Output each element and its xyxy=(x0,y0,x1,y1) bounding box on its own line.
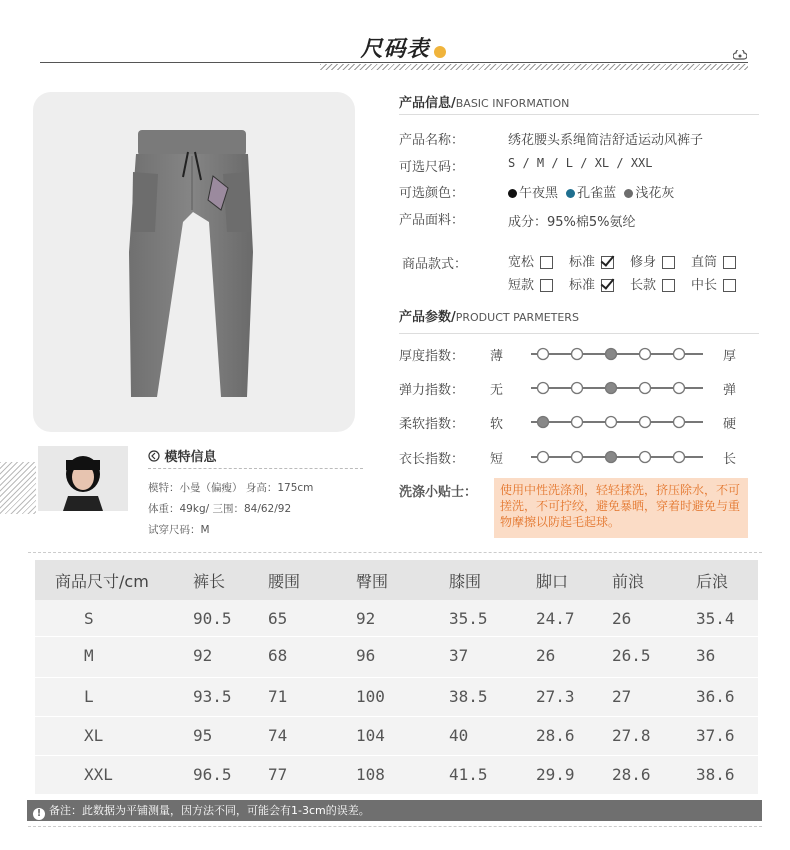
param-label: 厚度指数： xyxy=(399,349,465,364)
model-divider xyxy=(148,468,363,469)
back-arrow-icon xyxy=(148,450,160,462)
style-row-1 xyxy=(508,251,752,270)
table-cell: 35.4 xyxy=(696,609,735,628)
model-hatch-decoration xyxy=(0,462,36,514)
style-option-style_row2-0 xyxy=(508,274,553,293)
color-option-black: 午夜黑 xyxy=(508,186,558,201)
style-option-label: 长款 xyxy=(630,278,657,293)
param-min-label: 软 xyxy=(490,417,504,432)
style-row-2 xyxy=(508,274,752,293)
scale-dot-selected xyxy=(606,383,617,394)
note-bar xyxy=(27,800,762,821)
size-value: S / M / L / XL / XXL xyxy=(508,156,653,170)
table-top-divider xyxy=(28,552,762,553)
table-header-cell: 膝围 xyxy=(449,572,482,591)
scale-dot-selected xyxy=(606,349,617,360)
table-cell: 96.5 xyxy=(193,765,232,784)
scale-dot xyxy=(538,383,549,394)
table-cell: 38.5 xyxy=(449,687,488,706)
style-option-label: 标准 xyxy=(569,278,596,293)
param-label: 弹力指数： xyxy=(399,383,465,398)
table-cell: 35.5 xyxy=(449,609,488,628)
param-min-label: 短 xyxy=(490,452,504,467)
table-cell: 92 xyxy=(356,609,376,628)
scale-dot xyxy=(674,383,685,394)
table-row xyxy=(35,678,758,716)
info-icon: ! xyxy=(33,808,45,820)
table-cell: 26 xyxy=(612,609,632,628)
table-cell: 104 xyxy=(356,726,385,745)
checkbox-icon xyxy=(540,256,553,269)
table-size-cell: XXL xyxy=(84,765,113,784)
scale-dot xyxy=(606,417,617,428)
checkbox-icon xyxy=(662,279,675,292)
style-option-style_row2-2 xyxy=(630,274,675,293)
params-title-en: PRODUCT PARMETERS xyxy=(455,311,579,324)
table-header-cell: 前浪 xyxy=(612,572,645,591)
table-cell: 95 xyxy=(193,726,213,745)
model-photo xyxy=(38,446,128,511)
table-cell: 74 xyxy=(268,726,288,745)
table-header-cell: 腰围 xyxy=(268,572,301,591)
header-divider xyxy=(40,62,748,63)
scale-dot-selected xyxy=(538,417,549,428)
style-option-label: 宽松 xyxy=(508,255,535,270)
table-cell: 77 xyxy=(268,765,288,784)
tips-box: 使用中性洗涤剂，轻轻揉洗，挤压除水，不可搓洗，不可拧绞，避免暴晒，穿着时避免与重物摩擦以防起毛起球。 xyxy=(494,478,748,538)
pants-image xyxy=(33,92,355,432)
note-divider xyxy=(28,826,762,827)
style-option-label: 标准 xyxy=(569,255,596,270)
basic-info-divider xyxy=(399,114,759,115)
table-cell: 27.3 xyxy=(536,687,575,706)
table-cell: 24.7 xyxy=(536,609,575,628)
style-option-style_row2-3 xyxy=(691,274,736,293)
tips-label: 洗涤小贴士： xyxy=(399,485,478,500)
checked-box-icon xyxy=(601,279,614,292)
scale-dot xyxy=(572,349,583,360)
table-header-cell: 裤长 xyxy=(193,572,226,591)
params-heading xyxy=(399,306,579,325)
table-cell: 26 xyxy=(536,646,556,665)
table-cell: 92 xyxy=(193,646,213,665)
table-header-cell: 臀围 xyxy=(356,572,389,591)
size-label: 可选尺码： xyxy=(399,160,465,175)
name-value: 绣花腰头系绳简洁舒适运动风裤子 xyxy=(508,133,704,148)
params-title-cn: 产品参数/ xyxy=(399,310,456,325)
table-header-cell: 商品尺寸/cm xyxy=(55,572,149,591)
param-scale xyxy=(527,449,707,465)
param-min-label: 无 xyxy=(490,383,504,398)
checkbox-icon xyxy=(540,279,553,292)
table-cell: 100 xyxy=(356,687,385,706)
model-line-3: 试穿尺码：M xyxy=(148,524,210,536)
model-info-title: 模特信息 xyxy=(164,450,217,465)
color-option-grey: 浅花灰 xyxy=(624,186,674,201)
scale-dot-selected xyxy=(606,452,617,463)
scale-dot xyxy=(572,417,583,428)
style-option-style_row2-1 xyxy=(569,274,614,293)
style-label: 商品款式： xyxy=(402,257,468,272)
scale-dot xyxy=(674,349,685,360)
style-option-label: 直筒 xyxy=(691,255,718,270)
param-max-label: 弹 xyxy=(723,383,737,398)
table-cell: 37.6 xyxy=(696,726,735,745)
table-cell: 27.8 xyxy=(612,726,651,745)
style-option-style_row1-1 xyxy=(569,251,614,270)
fabric-value: 成分：95%棉5%氨纶 xyxy=(508,215,636,230)
basic-info-title-cn: 产品信息/ xyxy=(399,96,456,111)
style-option-label: 中长 xyxy=(691,278,718,293)
table-cell: 37 xyxy=(449,646,469,665)
basic-info-title-en: BASIC INFORMATION xyxy=(455,97,570,110)
fabric-label: 产品面料： xyxy=(399,213,465,228)
scale-dot xyxy=(640,417,651,428)
table-header-cell: 后浪 xyxy=(696,572,729,591)
page-title: 尺码表 xyxy=(360,37,430,62)
table-cell: 29.9 xyxy=(536,765,575,784)
checkbox-icon xyxy=(723,256,736,269)
table-cell: 68 xyxy=(268,646,288,665)
color-options xyxy=(508,182,674,201)
color-option-blue: 孔雀蓝 xyxy=(566,186,616,201)
checkbox-icon xyxy=(723,279,736,292)
param-min-label: 薄 xyxy=(490,349,504,364)
title-accent-dot xyxy=(434,46,446,58)
scale-dot xyxy=(538,349,549,360)
table-cell: 27 xyxy=(612,687,632,706)
table-cell: 41.5 xyxy=(449,765,488,784)
table-cell: 28.6 xyxy=(536,726,575,745)
cloud-icon xyxy=(733,50,747,60)
model-line-1: 模特：小曼（偏瘦） 身高：175cm xyxy=(148,482,314,494)
model-info-heading xyxy=(148,446,217,465)
table-cell: 93.5 xyxy=(193,687,232,706)
table-cell: 38.6 xyxy=(696,765,735,784)
scale-dot xyxy=(674,417,685,428)
style-option-style_row1-2 xyxy=(630,251,675,270)
table-size-cell: L xyxy=(84,687,94,706)
table-cell: 96 xyxy=(356,646,376,665)
table-size-cell: M xyxy=(84,646,94,665)
param-max-label: 硬 xyxy=(723,417,737,432)
basic-info-heading xyxy=(399,92,569,111)
table-size-cell: XL xyxy=(84,726,104,745)
scale-dot xyxy=(538,452,549,463)
param-max-label: 厚 xyxy=(723,349,737,364)
table-header-cell: 脚口 xyxy=(536,572,569,591)
param-max-label: 长 xyxy=(723,452,737,467)
table-row xyxy=(35,600,758,636)
scale-dot xyxy=(640,349,651,360)
scale-dot xyxy=(674,452,685,463)
param-scale xyxy=(527,346,707,362)
param-label: 柔软指数： xyxy=(399,417,465,432)
table-cell: 28.6 xyxy=(612,765,651,784)
param-scale xyxy=(527,380,707,396)
scale-dot xyxy=(640,452,651,463)
table-cell: 36 xyxy=(696,646,716,665)
scale-dot xyxy=(572,452,583,463)
table-size-cell: S xyxy=(84,609,94,628)
table-cell: 90.5 xyxy=(193,609,232,628)
color-label: 可选颜色： xyxy=(399,186,465,201)
style-option-label: 短款 xyxy=(508,278,535,293)
params-divider xyxy=(399,333,759,334)
style-option-label: 修身 xyxy=(630,255,657,270)
checked-box-icon xyxy=(601,256,614,269)
table-cell: 65 xyxy=(268,609,288,628)
table-row-divider xyxy=(35,794,758,795)
checkbox-icon xyxy=(662,256,675,269)
style-option-style_row1-3 xyxy=(691,251,736,270)
name-label: 产品名称： xyxy=(399,133,465,148)
header-hatch xyxy=(320,64,748,70)
param-scale xyxy=(527,414,707,430)
model-line-2: 体重：49kg/ 三围：84/62/92 xyxy=(148,503,292,515)
table-cell: 108 xyxy=(356,765,385,784)
scale-dot xyxy=(640,383,651,394)
table-cell: 36.6 xyxy=(696,687,735,706)
note-text: 备注：此数据为平铺测量，因方法不同，可能会有1-3cm的误差。 xyxy=(49,804,370,817)
table-cell: 71 xyxy=(268,687,288,706)
table-cell: 40 xyxy=(449,726,469,745)
scale-dot xyxy=(572,383,583,394)
style-option-style_row1-0 xyxy=(508,251,553,270)
param-label: 衣长指数： xyxy=(399,452,465,467)
table-cell: 26.5 xyxy=(612,646,651,665)
